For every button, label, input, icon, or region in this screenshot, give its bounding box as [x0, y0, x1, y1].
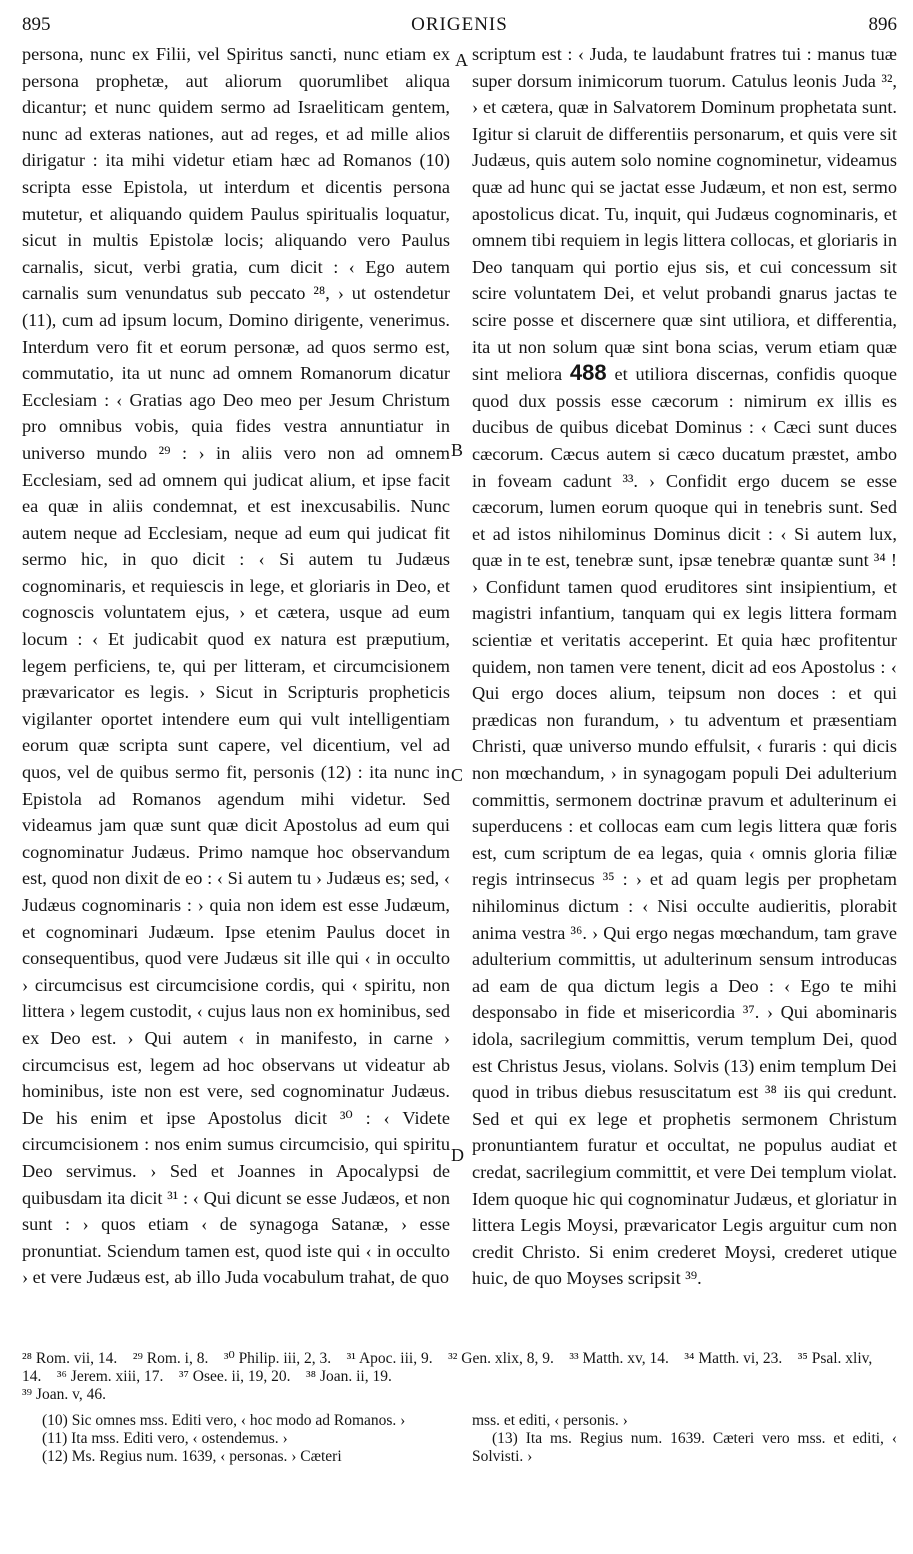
page-header: [22, 14, 897, 38]
footnote-ref: ³⁷ Osee. ii, 19, 20.: [178, 1368, 291, 1385]
footnote-ref: ³⁴ Matth. vi, 23.: [684, 1350, 783, 1367]
margin-marker-c: C: [451, 765, 464, 785]
editorial-notes-right: [472, 1412, 897, 1466]
left-column: [22, 41, 450, 1353]
right-column: [472, 41, 897, 1353]
original-page-mark: 488: [569, 360, 607, 386]
footnote-ref: ³² Gen. xlix, 8, 9.: [448, 1350, 554, 1367]
footnote-ref: ³³ Matth. xv, 14.: [569, 1350, 669, 1367]
right-text-part-a: scriptum est : ‹ Juda, te laudabunt fratres tui : manus tuæ super dorsum inimicorum tuorum. Catulus leonis Juda ³², › et cætera, quæ in Salvatorem Dominum prophetata sunt. Igitur si claruit de differentiis personarum, et quis vere sit Judæus, quis autem solo nomine cognominetur, videamus quæ ad hunc qui se jactat esse Judæum, et non est, sermo apostolicus dicat. Tu, inquit, qui Judæus cognominaris, et omnem tibi requiem in legis littera collocas, et gloriaris in Deo tanquam qui portio ejus sis, et cui concessum sit scire voluntatem Dei, et velut probandi gnarus jactas te scire posse et discernere quæ sint utiliora, et differentia, ita ut non solum quæ sint bona scias, verum etiam quæ sint meliora: [472, 44, 897, 385]
footnote-ref: ³¹ Apoc. iii, 9.: [346, 1350, 433, 1367]
editorial-note: mss. et editi, ‹ personis. ›: [472, 1412, 628, 1429]
footnote-ref: ³⁰ Philip. iii, 2, 3.: [223, 1350, 332, 1367]
page-number-left: 895: [22, 14, 51, 35]
footnote-ref: ³⁶ Jerem. xiii, 17.: [56, 1368, 164, 1385]
footnote-ref: ²⁹ Rom. i, 8.: [132, 1350, 209, 1367]
footnote-ref: ²⁸ Rom. vii, 14.: [22, 1350, 118, 1367]
margin-marker-d: D: [451, 1145, 464, 1165]
footnote-ref: ³⁵ Psal. xliv, 14.: [22, 1350, 873, 1385]
editorial-notes-left: [22, 1412, 450, 1466]
editorial-note: (13) Ita ms. Regius num. 1639. Cæteri vero mss. et editi, ‹ Solvisti. ›: [472, 1430, 897, 1465]
margin-marker-b: B: [451, 440, 464, 460]
editorial-note: (12) Ms. Regius num. 1639, ‹ personas. › Cæteri: [42, 1448, 342, 1465]
right-text-part-b: et utiliora discernas, confidis quoque quod dux possis esse cæcorum : nimirum ex illis es ducibus de quibus dicebat Dominus : ‹ Cæci sunt duces cæcorum. Cæcus autem si cæco ducatum præstet, ambo in foveam cadunt ³³. › Confidit ergo ducem se esse cæcorum, lumen eorum quoque qui in tenebris sunt. Sed et ad istos nihilominus Dominus dicit : ‹ Si autem lux, quæ in te est, tenebræ sunt, ipsæ tenebræ quantæ sunt ³⁴ ! › Confidunt tamen quod eruditores sint insipientium, et magistri infantium, tanquam qui ex legis littera formam scientiæ et veritatis acceperint. Et quia hæc profitentur quidem, non tamen vere tenent, dicit ad eos Apostolus : ‹ Qui ergo doces alium, teipsum non doces : et qui prædicas non furandum, › tu adventum et præsentiam Christi, quæ universo mundo effulsit, ‹ furaris : qui dicis non mœchandum, › in synagogam populi Dei adulterium committis, sermonem doctrinæ pravum et adulterinum ei superducens : et collocas eam cum legis littera quæ foris est, cum scriptum de ea legas, quia ‹ omnis gloria filiæ regis intrinsecus ³⁵ : › et ad quam legis per prophetam nihilominus dictum : ‹ Nisi occulte audieritis, plorabit anima vestra ³⁶. › Qui ergo negas mœchandum, tam grave adulterium committis, ut adulterinum sensum introducas ad eam de qua dictum legis a Deo : ‹ Ego te mihi desponsabo in fide et misericordia ³⁷. › Qui abominaris idola, sacrilegium committis, verum templum Dei, quod est Christus Jesus, violans. Solvis (13) enim templum Dei quod in tribus diebus resuscitatum est ³⁸ iis qui credunt. Sed et qui ex lege et prophetis sermonem Christum pronuntiantem furatur et occultat, ne populus audiat et credat, sacrilegium committit, et vere Dei templum violat. Idem quoque hic qui cognominatur Judæus, et gloriatur in littera Legis Moysi, prævaricator Legis arguitur cum non credit Christo. Si enim crederet Moysi, crederet utique huic, de quo Moyses scripsit ³⁹.: [472, 364, 897, 1289]
editorial-note: (10) Sic omnes mss. Editi vero, ‹ hoc modo ad Romanos. ›: [42, 1412, 406, 1429]
right-column-text: [472, 41, 897, 1292]
page-number-right: 896: [868, 14, 897, 35]
scripture-references: [22, 1350, 897, 1404]
footnote-ref: ³⁸ Joan. ii, 19.: [306, 1368, 392, 1385]
footnote-ref: ³⁹ Joan. v, 46.: [22, 1386, 106, 1403]
margin-marker-a: A: [455, 50, 468, 70]
running-title: ORIGENIS: [411, 14, 508, 35]
editorial-note: (11) Ita mss. Editi vero, ‹ ostendemus. ›: [42, 1430, 288, 1447]
left-column-text: persona, nunc ex Filii, vel Spiritus sancti, nunc etiam ex persona prophetæ, aut aliorum quorumlibet aliqua dicantur; et nunc quidem sermo ad Israeliticam gentem, nunc ad exteras nationes, aut ad reges, et ad mille alios dirigatur : ita mihi videtur etiam hæc ad Romanos (10) scripta esse Epistola, ut interdum et dicentis persona mutetur, et aliquando quidem Paulus spiritualis loquatur, sicut in multis Epistolæ locis; aliquando vero Paulus carnalis, sicut, verbi gratia, cum dicit : ‹ Ego autem carnalis sum venundatus sub peccato ²⁸, › ut ostendetur (11), cum ad ipsum locum, Domino dirigente, venerimus. Interdum vero fit et eorum personæ, ad quos sermo est, commutatio, ita ut nunc ad omnem Romanorum dicatur Ecclesiam : ‹ Gratias ago Deo meo per Jesum Christum pro omnibus vobis, quia fides vestra annuntiatur in universo mundo ²⁹ : › in aliis vero non ad omnem Ecclesiam, sed ad omnem qui judicat alium, et ipse facit ea quæ in aliis condemnat, et est inexcusabilis. Nunc autem neque ad Ecclesiam, neque ad eum qui judicat fit sermo hic, in quo dicit : ‹ Si autem tu Judæus cognominaris, et requiescis in lege, et gloriaris in Deo, et cognoscis voluntatem ejus, › et cætera, usque ad eum locum : ‹ Et judicabit quod ex natura est præputium, legem perficiens, te, qui per litteram, et circumcisionem prævaricator es legis. › Sicut in Scripturis propheticis vigilanter oportet intendere eum qui vult intelligentiam eorum quæ scripta sunt capere, vel dicentium, vel ad quos, vel de quibus sermo fit, personis (12) : ita nunc in Epistola ad Romanos agendum mihi videtur. Sed videamus jam quæ sunt quæ dicit Apostolus ad eum qui cognominatur Judæus. Primo namque hoc observandum est, quod non dixit de eo : ‹ Si autem tu › Judæus es; sed, ‹ Judæus cognominaris : › quia non idem est esse Judæum, et cognominari Judæum. Ipse etenim Paulus docet in consequentibus, quod vere Judæus sit ille qui ‹ in occulto › circumcisus est circumcisione cordis, qui ‹ spiritu, non littera › legem custodit, ‹ cujus laus non ex hominibus, sed ex Deo est. › Qui autem ‹ in manifesto, in carne › circumcisus est, legem ad hoc observans ut videatur ab hominibus, iste non est vere, sed cognominatur Judæus. De his enim et ipse Apostolus dicit ³⁰ : ‹ Videte circumcisionem : nos enim sumus circumcisio, qui spiritu Deo servimus. › Sed et Joannes in Apocalypsi de quibusdam ita dicit ³¹ : ‹ Qui dicunt se esse Judæos, et non sunt : › quos etiam ‹ de synagoga Satanæ, › esse pronuntiat. Sciendum tamen est, quod iste qui ‹ in occulto › et vere Judæus est, ab illo Juda vocabulum trahat, de quo: [22, 44, 450, 1288]
